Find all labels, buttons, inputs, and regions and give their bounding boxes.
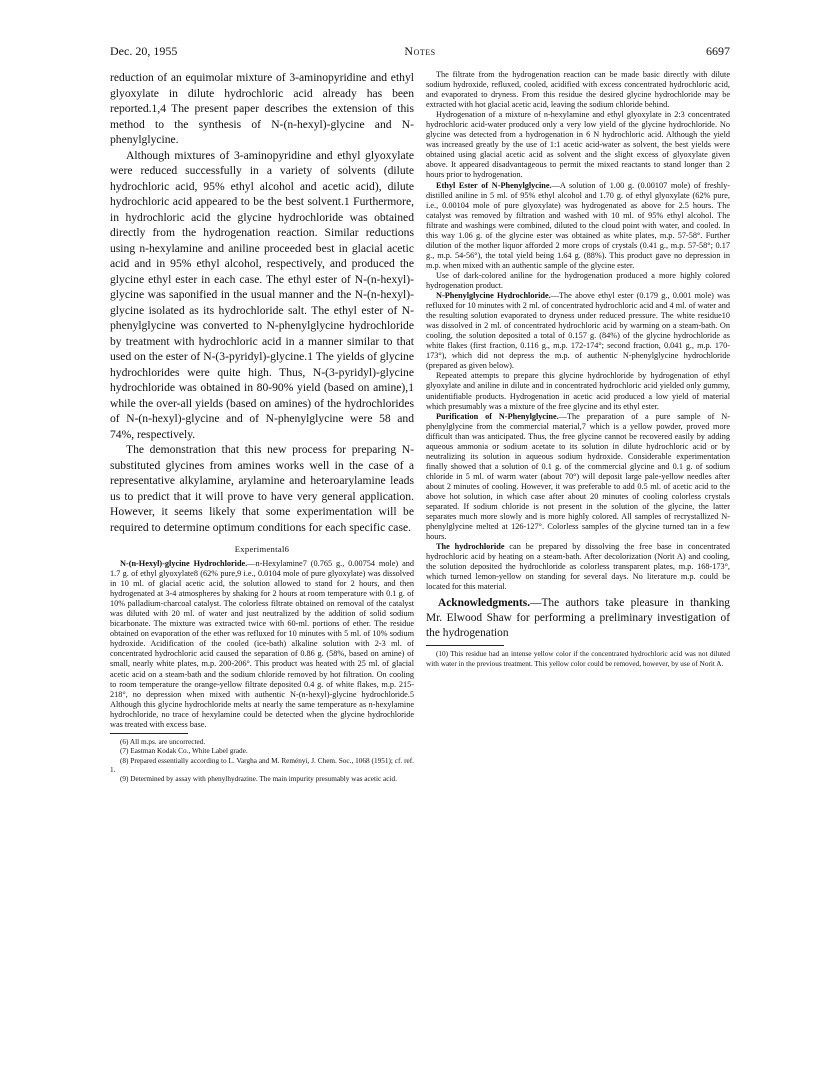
header-section: Notes	[404, 44, 436, 58]
intro-paragraph-3: The demonstration that this new process for preparing N-substituted glycines from amines works well in the case of a representative alkylamine, arylamine and heteroarylamine leads us to predict that it will prove to have very general application. However, it seems likely that some experimentation will be required to determine optimum conditions for each specific case.	[110, 443, 414, 534]
phenylglycine-hcl-text: —The above ethyl ester (0.179 g., 0.001 mole) was refluxed for 10 minutes with 2 ml. of concentrated hydrochloric acid and 4 ml. of water and the resulting solution evaporated to dryness under reduced pressure. The white residue10 was dissolved in 2 ml. of concentrated hydrochloric acid by warming on a steam-bath. On cooling, the solution deposited a total of 0.157 g. (84%) of the glycine hydrochloride as white flakes (first fraction, 0.116 g., m.p. 172-174°; second fraction, 0.041 g., m.p. 170-173°), which did not depress the m.p. of authentic N-phenylglycine hydrochloride (prepared as given below).	[426, 291, 730, 371]
filtrate-paragraph: The filtrate from the hydrogenation reaction can be made basic directly with dilute sodium hydroxide, refluxed, cooled, acidified with excess concentrated hydrochloric acid, and evaporated to dryness. From this residue the desired glycine hydrochloride may be extracted with hot glacial acetic acid, leaving the sodium chloride behind.	[426, 70, 730, 110]
ethyl-ester-text: —A solution of 1.00 g. (0.00107 mole) of freshly-distilled aniline in 5 ml. of 95% ethyl alcohol and 1.70 g. of ethyl glyoxylate (62% pure, i.e., 0.00104 mole of pure glyoxylate) was hydrogenated as above for 2.5 hours. The catalyst was removed by filtration and washed with 10 ml. of 95% ethyl alcohol. The filtrate and washings were combined, diluted to the cloud point with water, and cooled. In this way 1.06 g. of the glycine ester was obtained as white plates, m.p. 57-58°. Further dilution of the mother liquor afforded 2 more crops of crystals (0.41 g., m.p. 57-58°; 0.17 g., m.p. 54-56°), the total yield being 1.64 g. (88%). This product gave no depression in m.p. when mixed with an authentic sample of the glycine ester.	[426, 180, 731, 270]
purification-text: —The preparation of a pure sample of N-phenylglycine from the commercial material,7 which is a yellow powder, proved more difficult than was anticipated. Thus, the free glycine cannot be recovered easily by adding aqueous ammonia or sodium acetate to its solution in dilute hydrochloric acid or by neutralizing its solution in aqueous sodium hydroxide. Considerable experimentation finally showed that a solution of 0.1 g. of the commercial glycine and 0.1 g. of sodium chloride in 5 ml. of warm water (about 70°) will deposit large pale-yellow needles after about 2 minutes of cooling. However, it was preferable to add 0.5 ml. of acetic acid to the above hot solution, in which case after about 20 minutes of cooling colorless crystals separated. If sodium chloride is not present in the solution of the glycine, the latter separates much more slowly and is more highly colored. All samples of recrystallized N-phenylglycine melted at 126-127°. Colorless samples of the glycine turned tan in a few hours.	[426, 411, 730, 542]
intro-paragraph-2: Although mixtures of 3-aminopyridine and ethyl glyoxylate were reduced successfully in a variety of solvents (dilute hydrochloric acid, 95% ethyl alcohol and acetic acid), dilute hydrochloric acid appeared to be the best solvent.1 Furthermore, in hydrochloric acid the glycine hydrochloride was obtained directly from the hydrogenation reaction. Similar reductions using n-hexylamine and aniline proceeded best in glacial acetic acid and in 95% ethyl alcohol, respectively, and produced the glycine ethyl ester in each case. The ethyl ester of N-(n-hexyl)-glycine was saponified in the usual manner and the N-(n-hexyl)-glycine isolated as its hydrochloride salt. The ethyl ester of N-phenylglycine was converted to N-phenylglycine hydrochloride by treatment with hydrochloric acid in a manner similar to that used on the ester of N-(3-pyridyl)-glycine.1 The yields of glycine hydrochlorides were quite high. Thus, N-(3-pyridyl)-glycine hydrochloride was obtained in 80-90% yield (based on amine),1 while the over-all yields (based on amines) of the hydrochlorides of N-(n-hexyl)-glycine and of N-phenylglycine were 58 and 74%, respectively.	[110, 148, 414, 441]
hexylglycine-text: —n-Hexylamine7 (0.765 g., 0.00754 mole) and 1.7 g. of ethyl glyoxylate8 (62% pure,9 i.e., 0.0104 mole of pure glyoxylate) was dissolved in 10 ml. of glacial acetic acid, the solution allowed to stand for 2 hours, and then hydrogenated at 3-4 atmospheres by shaking for 2 hours at room temperature with 0.1 g. of 10% palladium-charcoal catalyst. The colorless filtrate obtained on removal of the catalyst was diluted with 20 ml. of water and just neutralized by the addition of solid sodium bicarbonate. The mixture was extracted twice with 60-ml. portions of ether. The residue obtained on evaporation of the ether was refluxed for 10 minutes with 5 ml. of 10% sodium hydroxide. Acidification of the cooled (ice-bath) alkaline solution with 2-3 ml. of concentrated hydrochloric acid caused the separation of 0.86 g. (58%, based on amine) of small, nearly white plates, m.p. 200-206°. This product was heated with 25 ml. of glacial acetic acid on a steam-bath and the sodium chloride removed by hot filtration. On cooling to room temperature the orange-yellow filtrate deposited 0.4 g. of white flakes, m.p. 215-218°, no depression when mixed with authentic N-(n-hexyl)-glycine hydrochloride.5 Although this glycine hydrochloride melts at nearly the same temperature as n-hexylamine hydrochloride, no trace of hexylamine could be detected when the glycine hydrochloride was treated with excess base.	[110, 559, 414, 729]
acknowledgments	[426, 596, 730, 640]
footnote-6: (6) All m.ps. are uncorrected.	[120, 737, 206, 746]
right-column	[426, 70, 730, 669]
purification-procedure	[426, 412, 730, 543]
footnote-rule	[110, 733, 188, 734]
footnote-rule-right	[426, 645, 504, 646]
acknowledgments-heading: Acknowledgments.	[438, 597, 531, 610]
dark-aniline-paragraph: Use of dark-colored aniline for the hydrogenation produced a more highly colored hydrogenation product.	[426, 270, 730, 290]
header-date: Dec. 20, 1955	[110, 44, 178, 58]
running-header	[110, 44, 730, 60]
header-page-number: 6697	[706, 44, 730, 58]
footnote-7: (7) Eastman Kodak Co., White Label grade.	[120, 747, 248, 756]
left-column	[110, 70, 414, 785]
footnote-8: (8) Prepared essentially according to L. Vargha and M. Reményi, J. Chem. Soc., 1068 (1951); cf. ref. 1.	[110, 756, 414, 775]
footnote-10: (10) This residue had an intense yellow color if the concentrated hydrochloric acid was not diluted with water in the previous treatment. This yellow color could be removed, however, by use of Norit A.	[426, 650, 730, 668]
acknowledgments-text: —The authors take pleasure in thanking Mr. Elwood Shaw for performing a preliminary investigation of the hydrogenation	[426, 597, 730, 639]
phenylglycine-hcl-heading: N-Phenylglycine Hydrochloride.	[436, 291, 551, 301]
experimental-heading: Experimental6	[234, 544, 290, 554]
hydrogenation-paragraph: Hydrogenation of a mixture of n-hexylamine and ethyl glyoxylate in 2:3 concentrated hydrochloric acid-water produced only a very low yield of the glycine hydrochloride. No glycine was detected from a hydrogenation in 6 N hydrochloric acid. Although the yield was increased greatly by the use of 1:1 acetic acid-water as solvent, the best yields were obtained using glacial acetic acid as solvent and the slight excess of glyoxylate given above. It appeared disadvantageous to permit the mixed reactants to stand longer than 2 hours prior to hydrogenation.	[426, 110, 730, 180]
ethyl-ester-procedure	[426, 181, 730, 271]
hydrochloride-heading: The hydrochloride	[436, 542, 505, 552]
hydrochloride-paragraph	[426, 542, 730, 592]
footnote-9: (9) Determined by assay with phenylhydrazine. The main impurity presumably was acetic acid.	[120, 775, 397, 784]
hexylglycine-procedure	[110, 559, 414, 730]
hydrochloride-text: can be prepared by dissolving the free base in concentrated hydrochloric acid by heating on a steam-bath. After decolorization (Norit A) and cooling, the solution deposited the hydrochloride as colorless transparent plates, m.p. 168-173°, which turned lemon-yellow on standing for several days. No literature m.p. could be located for this material.	[426, 542, 730, 592]
repeated-attempts-paragraph: Repeated attempts to prepare this glycine hydrochloride by hydrogenation of ethyl glyoxylate and aniline in dilute and in concentrated hydrochloric acid yielded only gummy, unidentifiable products. Hydrogenation in acetic acid produced a low yield of material which presumably was a mixture of the free glycine and its ethyl ester.	[426, 371, 730, 411]
phenylglycine-hcl-procedure	[426, 291, 730, 371]
purification-heading: Purification of N-Phenylglycine.	[436, 411, 559, 421]
ethyl-ester-heading: Ethyl Ester of N-Phenylglycine.	[436, 180, 552, 190]
intro-paragraph-1: reduction of an equimolar mixture of 3-aminopyridine and ethyl glyoxylate in dilute hydrochloric acid already has been reported.1,4 The present paper describes the extension of this method to the synthesis of N-(n-hexyl)-glycine and N-phenylglycine.	[110, 71, 414, 146]
hexylglycine-heading: N-(n-Hexyl)-glycine Hydrochloride.	[120, 559, 248, 568]
